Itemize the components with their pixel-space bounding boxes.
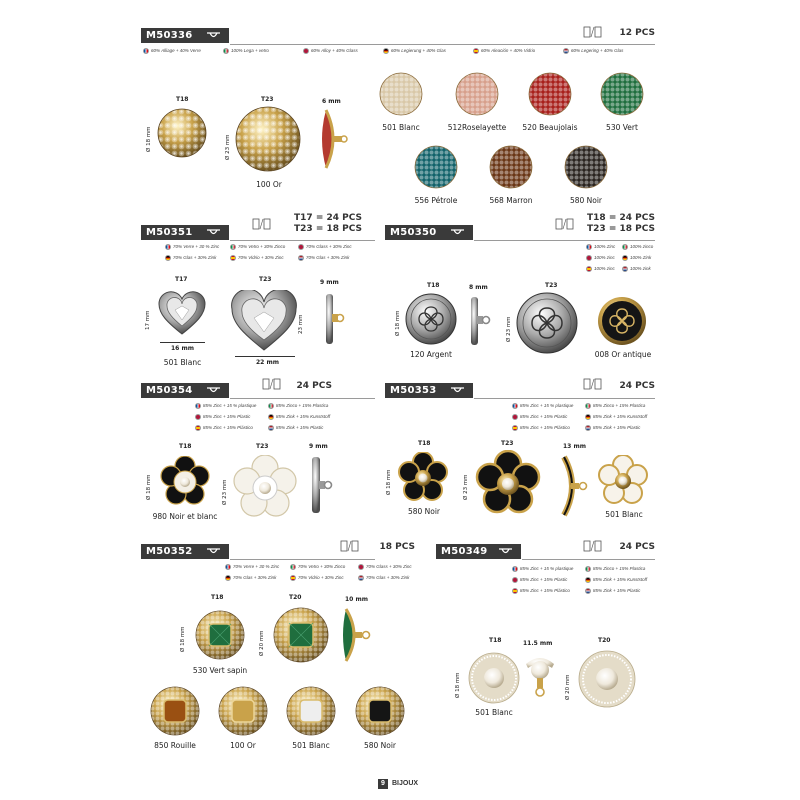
button-side-image [342,607,374,663]
pcs-count: T23 = 18 PCS [587,224,655,234]
width-16: 16 mm [171,345,194,352]
diameter-18: Ø 18 mm [386,469,392,495]
size-t17: T17 [175,276,188,283]
material-en: 60% Alloy + 40% Glass [303,48,358,54]
heart-button-image [230,290,298,352]
color-label: 008 Or antique [594,350,652,359]
pearl-button-image [578,650,636,708]
dimension-line [160,342,205,343]
material-es: 85% Zinc + 15% Plástico [512,588,570,594]
color-label: 501 Blanc [292,741,330,750]
color-label: 100 Or [230,741,256,750]
button-image [235,106,301,172]
diameter-23: Ø 23 mm [222,479,228,505]
pcs-count: T23 = 18 PCS [294,224,362,234]
material-nl: 85% Zink + 15% Plastic [585,588,640,594]
height-17: 17 mm [145,310,151,330]
shank-icon [450,228,465,237]
material-nl: 70% Glas + 30% Zink [298,255,349,261]
material-it: 85% Zinco + 15% Plastica [268,403,328,409]
size-t18: T18 [179,443,192,450]
pearl-button-image [468,652,520,704]
package-icon [583,26,602,38]
button-side-image [316,292,346,346]
product-code-m50353: M50353 [385,383,473,398]
package-icon [555,218,574,230]
section-rule [474,240,655,241]
material-de: 100% Zink [622,255,651,261]
button-image [516,292,578,354]
jewel-button-image [286,686,336,736]
material-it: 70% Vetro + 30% Zinco [290,564,345,570]
material-de: 60% Legierung + 40% Glas [383,48,446,54]
material-de: 85% Zink + 15% Kunststoff [585,577,647,583]
button-image [157,108,207,158]
material-fr: 85% Zinc + 15 % plastique [512,403,573,409]
button-image [379,72,423,116]
button-side-image [466,295,492,347]
pcs-count: 24 PCS [619,542,655,552]
color-label: 556 Pétrole [414,196,458,205]
shank-icon [206,31,221,40]
size-t18: T18 [418,440,431,447]
material-en: 70% Glass + 30% Zinc [358,564,412,570]
diameter-18: Ø 18 mm [180,626,186,652]
color-label: 580 Noir [569,196,603,205]
depth: 9 mm [309,443,328,450]
size-t23: T23 [545,282,558,289]
depth: 8 mm [469,284,488,291]
material-nl: 60% Legering + 40% Glas [563,48,623,54]
button-image [455,72,499,116]
size-t23: T23 [256,443,269,450]
depth: 11.5 mm [523,640,553,647]
color-label: 580 Noir [363,741,397,750]
material-fr: 70% Verre + 30 % Zinc [165,244,219,250]
size-t18: T18 [176,96,189,103]
color-label: 100 Or [256,180,282,189]
color-label: 568 Marron [489,196,533,205]
color-label: 530 Vert [606,123,638,132]
depth: 6 mm [322,98,341,105]
button-side-image [524,650,556,704]
diameter-18: Ø 18 mm [395,310,401,336]
color-label: 120 Argent [410,350,452,359]
material-en: 85% Zinc + 15% Plastic [512,414,567,420]
pcs-count: 24 PCS [296,381,332,391]
button-image [414,145,458,189]
material-es: 60% Aleación + 40% Vidrio [473,48,535,54]
size-t23: T23 [501,440,514,447]
material-it: 85% Zinco + 15% Plastica [585,403,645,409]
color-label: 512Roselayette [447,123,507,132]
material-de: 85% Zink + 15% Kunststoff [268,414,330,420]
button-image [600,72,644,116]
depth: 13 mm [563,443,586,450]
size-t23: T23 [259,276,272,283]
color-label: 501 Blanc [163,358,202,367]
button-side-image [306,455,334,515]
material-it: 100% Lega + vetro [223,48,269,54]
material-de: 70% Glas + 30% Zink [225,575,276,581]
flower-button-image [233,455,297,519]
product-code-m50336: M50336 [141,28,229,43]
material-de: 85% Zink + 15% Kunststoff [585,414,647,420]
pcs-count: 12 PCS [619,28,655,38]
color-label: 580 Noir [407,507,441,516]
height-23: 23 mm [298,314,304,334]
depth: 10 mm [345,596,368,603]
package-icon [583,540,602,552]
button-image [405,293,457,345]
color-label: 501 Blanc [382,123,420,132]
diameter-23: Ø 23 mm [225,134,231,160]
package-icon [583,378,602,390]
button-image [597,296,647,346]
product-code-m50354: M50354 [141,383,229,398]
pcs-count: T18 = 24 PCS [587,213,655,223]
section-rule [522,559,655,560]
pcs-count: T17 = 24 PCS [294,213,362,223]
shank-icon [206,386,221,395]
color-label: 520 Beaujolais [522,123,578,132]
color-label: 850 Rouille [154,741,196,750]
diameter-20: Ø 20 mm [259,630,265,656]
depth: 9 mm [320,279,339,286]
page-section-title: BIJOUX [392,780,419,787]
flower-button-image [475,450,541,516]
material-it: 70% Vetro + 30% Zinco [230,244,285,250]
product-code-m50350: M50350 [385,225,473,240]
package-icon [340,540,359,552]
section-rule [230,398,375,399]
shank-icon [450,386,465,395]
material-es: 85% Zinc + 15% Plástico [512,425,570,431]
flower-button-image [160,456,210,506]
jewel-button-image [150,686,200,736]
color-label: 501 Blanc [605,510,643,519]
dimension-line [235,356,295,357]
button-image [564,145,608,189]
section-rule [474,398,655,399]
material-es: 100% zinc [586,266,615,272]
button-image [489,145,533,189]
flower-button-image [398,452,448,502]
section-rule [230,44,655,45]
jewel-button-image [355,686,405,736]
material-fr: 85% Zinc + 15 % plastique [195,403,256,409]
size-t20: T20 [598,637,611,644]
material-es: 70% Vidrio + 30% Zinc [290,575,344,581]
jewel-button-image [218,686,268,736]
size-t20: T20 [289,594,302,601]
size-t18: T18 [427,282,440,289]
pcs-count: 18 PCS [379,542,415,552]
shank-icon [498,547,513,556]
package-icon [252,218,271,230]
button-side-image [556,455,592,517]
diameter-18: Ø 18 mm [455,672,461,698]
section-rule [230,559,375,560]
diameter-18: Ø 18 mm [146,474,152,500]
product-code-m50352: M50352 [141,544,229,559]
color-label: 501 Blanc [475,708,513,717]
material-fr: 100% Zinc [586,244,615,250]
shank-icon [206,228,221,237]
material-it: 85% Zinco + 15% Plastica [585,566,645,572]
material-de: 70% Glas + 30% Zink [165,255,216,261]
material-nl: 70% Glas + 30% Zink [358,575,409,581]
heart-button-image [157,290,207,336]
jewel-button-image [273,607,329,663]
size-t18: T18 [211,594,224,601]
material-en: 85% Zinc + 15% Plastic [512,577,567,583]
material-es: 70% Vidrio + 30% Zinc [230,255,284,261]
width-22: 22 mm [256,359,279,366]
package-icon [262,378,281,390]
material-es: 85% Zinc + 15% Plástico [195,425,253,431]
product-code-m50349: M50349 [436,544,521,559]
flower-button-image [598,455,648,505]
material-fr: 70% Verre + 30 % Zinc [225,564,279,570]
button-image [528,72,572,116]
material-en: 85% Zinc + 15% Plastic [195,414,250,420]
diameter-18: Ø 18 mm [146,126,152,152]
material-en: 100% zinc [586,255,615,261]
material-fr: 60% Alliage + 40% Verre [143,48,201,54]
button-side-image [320,108,348,170]
color-label: 980 Noir et blanc [152,512,218,521]
diameter-23: Ø 23 mm [463,474,469,500]
diameter-20: Ø 20 mm [565,674,571,700]
diameter-23: Ø 23 mm [506,316,512,342]
color-label: 530 Vert sapin [192,666,248,675]
jewel-button-image [195,610,245,660]
product-code-m50351: M50351 [141,225,229,240]
material-nl: 100% zink [622,266,651,272]
material-nl: 85% Zink + 15% Plastic [268,425,323,431]
size-t23: T23 [261,96,274,103]
shank-icon [206,547,221,556]
pcs-count: 24 PCS [619,381,655,391]
material-it: 100% zinco [622,244,653,250]
page-number: 9 [378,779,388,789]
size-t18: T18 [489,637,502,644]
material-nl: 85% Zink + 15% Plastic [585,425,640,431]
section-rule [230,240,375,241]
material-en: 70% Glass + 30% Zinc [298,244,352,250]
material-fr: 85% Zinc + 15 % plastique [512,566,573,572]
